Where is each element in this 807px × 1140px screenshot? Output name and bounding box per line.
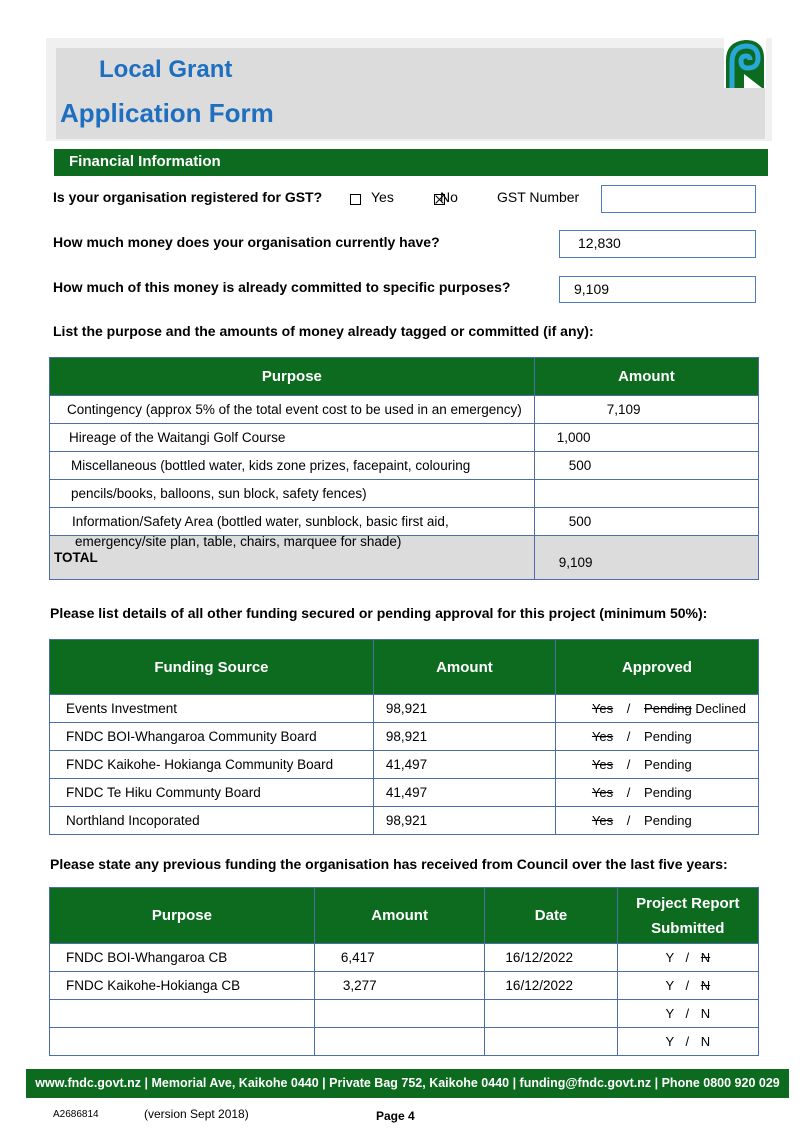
table-row (50, 972, 759, 1000)
footer-contact: www.fndc.govt.nz | Memorial Ave, Kaikohe 0440 | Private Bag 752, Kaikohe 0440 | funding@fndc.govt.nz | Phone 0800 920 029 (35, 1076, 780, 1090)
amount-cell: 500 (534, 452, 758, 480)
gst-number-field[interactable] (601, 185, 756, 213)
prev-amount-cell (314, 1028, 485, 1056)
gst-yes-checkbox[interactable] (350, 194, 361, 205)
table-row (50, 1028, 759, 1056)
funding-approved-cell (555, 695, 758, 723)
table-row (50, 695, 759, 723)
pending-option: Pending (644, 785, 692, 800)
total-value: 9,109 (534, 536, 758, 580)
previous-funding-prompt: Please state any previous funding the organisation has received from Council over the last five years: (50, 856, 728, 872)
yes-option: Yes (591, 729, 614, 744)
pending-option: Pending (644, 813, 692, 828)
prev-report-cell (617, 1028, 758, 1056)
table-row (50, 723, 759, 751)
prev-amount-header: Amount (314, 888, 485, 944)
funding-source-cell: FNDC Te Hiku Communty Board (50, 779, 374, 807)
doc-id: A2686814 (53, 1109, 99, 1120)
purpose-prompt: List the purpose and the amounts of money already tagged or committed (if any): (53, 323, 594, 339)
section-title: Financial Information (69, 153, 221, 170)
prev-date-cell: 16/12/2022 (485, 972, 617, 1000)
table-row (50, 452, 759, 480)
yes-option: Yes (591, 813, 614, 828)
money-field[interactable]: 12,830 (559, 230, 756, 258)
form-title-line2: Application Form (60, 98, 274, 128)
total-label: TOTAL (50, 536, 535, 580)
version-label: (version Sept 2018) (144, 1107, 249, 1121)
prev-purpose-header: Purpose (50, 888, 315, 944)
table-row (50, 1000, 759, 1028)
purpose-cell: Contingency (approx 5% of the total event cost to be used in an emergency) (50, 396, 535, 424)
separator: / (626, 729, 631, 744)
prev-report-cell (617, 944, 758, 972)
amount-cell: 500 (534, 508, 758, 536)
separator: / (685, 1006, 690, 1021)
funding-source-cell: Events Investment (50, 695, 374, 723)
purpose-cell: pencils/books, balloons, sun block, safety fences) (50, 480, 535, 508)
amount-cell (534, 480, 758, 508)
report-yes-option: Y (665, 1006, 674, 1021)
funding-prompt: Please list details of all other funding secured or pending approval for this project (minimum 50%): (50, 605, 708, 621)
prev-date-cell (485, 1028, 617, 1056)
gst-yes-label: Yes (371, 189, 394, 205)
prev-report-header: Project Report Submitted (617, 888, 758, 944)
table-row (50, 751, 759, 779)
prev-report-cell (617, 1000, 758, 1028)
prev-purpose-cell (50, 1000, 315, 1028)
purpose-header: Purpose (50, 358, 535, 396)
report-yes-option: Y (665, 1034, 674, 1049)
separator: / (626, 757, 631, 772)
funding-approved-header: Approved (555, 640, 758, 695)
table-row (50, 807, 759, 835)
amount-header: Amount (534, 358, 758, 396)
gst-question: Is your organisation registered for GST? (53, 189, 323, 205)
pending-option: Pending (644, 701, 692, 716)
yes-option: Yes (591, 757, 614, 772)
prev-date-cell (485, 1000, 617, 1028)
report-yes-option: Y (665, 950, 674, 965)
report-no-option: N (700, 950, 711, 965)
gst-no-label: No (440, 189, 458, 205)
funding-source-cell: FNDC Kaikohe- Hokianga Community Board (50, 751, 374, 779)
separator: / (626, 701, 631, 716)
page-number: Page 4 (376, 1109, 415, 1123)
separator: / (626, 785, 631, 800)
report-no-option: N (700, 1006, 711, 1021)
purpose-cell: Hireage of the Waitangi Golf Course (50, 424, 535, 452)
pending-option: Pending (644, 757, 692, 772)
table-row (50, 424, 759, 452)
amount-cell: 1,000 (534, 424, 758, 452)
funding-approved-cell (555, 807, 758, 835)
separator: / (685, 1034, 690, 1049)
yes-option: Yes (591, 785, 614, 800)
prev-date-header: Date (485, 888, 617, 944)
table-row (50, 508, 759, 536)
funding-approved-cell (555, 723, 758, 751)
previous-funding-table (49, 887, 759, 1056)
report-yes-option: Y (665, 978, 674, 993)
money-question: How much money does your organisation currently have? (53, 234, 440, 250)
table-row (50, 779, 759, 807)
funding-amount-cell: 41,497 (373, 751, 555, 779)
declined-status: Declined (695, 701, 746, 716)
amount-cell: 7,109 (534, 396, 758, 424)
prev-report-cell (617, 972, 758, 1000)
table-row (50, 944, 759, 972)
funding-source-header: Funding Source (50, 640, 374, 695)
funding-source-cell: Northland Incoporated (50, 807, 374, 835)
separator: / (685, 978, 690, 993)
report-no-option: N (700, 1034, 711, 1049)
funding-approved-cell (555, 779, 758, 807)
table-row (50, 396, 759, 424)
report-no-option: N (700, 978, 711, 993)
committed-question: How much of this money is already committed to specific purposes? (53, 279, 511, 295)
yes-option: Yes (591, 701, 614, 716)
funding-source-cell: FNDC BOI-Whangaroa Community Board (50, 723, 374, 751)
prev-amount-cell: 3,277 (314, 972, 485, 1000)
funding-approved-cell (555, 751, 758, 779)
prev-date-cell: 16/12/2022 (485, 944, 617, 972)
separator: / (626, 813, 631, 828)
purpose-cell: Information/Safety Area (bottled water, sunblock, basic first aid, (50, 508, 535, 536)
separator: / (685, 950, 690, 965)
funding-amount-cell: 98,921 (373, 723, 555, 751)
funding-amount-cell: 98,921 (373, 807, 555, 835)
fndc-koru-logo-icon (724, 38, 766, 88)
funding-amount-cell: 41,497 (373, 779, 555, 807)
funding-table (49, 639, 759, 835)
prev-purpose-cell: FNDC Kaikohe-Hokianga CB (50, 972, 315, 1000)
purpose-overflow-text: emergency/site plan, table, chairs, marquee for shade) (75, 534, 402, 549)
prev-purpose-cell (50, 1028, 315, 1056)
prev-amount-cell (314, 1000, 485, 1028)
funding-amount-header: Amount (373, 640, 555, 695)
gst-number-label: GST Number (497, 189, 580, 205)
form-title-line1: Local Grant (99, 56, 233, 83)
prev-purpose-cell: FNDC BOI-Whangaroa CB (50, 944, 315, 972)
funding-amount-cell: 98,921 (373, 695, 555, 723)
prev-amount-cell: 6,417 (314, 944, 485, 972)
table-row (50, 480, 759, 508)
committed-field[interactable]: 9,109 (559, 276, 756, 303)
purpose-cell: Miscellaneous (bottled water, kids zone prizes, facepaint, colouring (50, 452, 535, 480)
pending-option: Pending (644, 729, 692, 744)
